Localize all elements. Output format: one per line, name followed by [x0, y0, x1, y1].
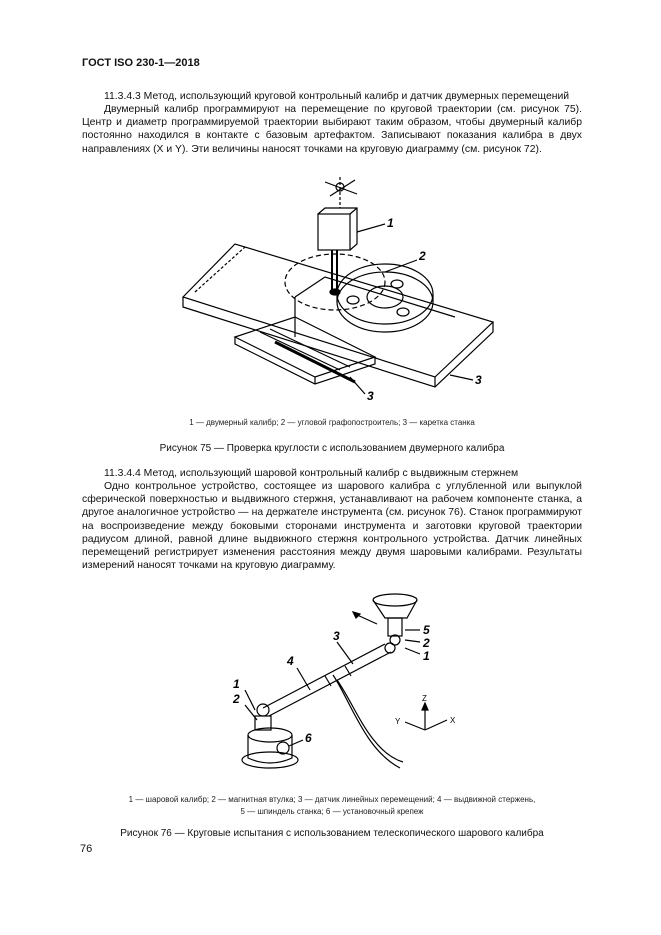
- page-number: 76: [80, 843, 93, 855]
- figure-75-title: Рисунок 75 — Проверка круглости с использованием двумерного калибра: [159, 443, 505, 454]
- figure-75-drawing: [175, 172, 515, 407]
- fig76-label-5: 5: [423, 623, 430, 637]
- figure-76-legend-line1: 1 — шаровой калибр; 2 — магнитная втулка; 3 — датчик линейных перемещений; 4 — выдвижной стержень,: [128, 795, 536, 804]
- fig76-label-6: 6: [305, 731, 312, 745]
- fig76-label-3: 3: [333, 629, 340, 643]
- section-2-body: Одно контрольное устройство, состоящее из шарового калибра с углубленной или выпуклой сферической поверхностью и выдвижного стержня, устанавливают на рабочем компоненте станка, а другое аналогичное устройство — на держателе инструмента (см. рисунок 76). Станок программируют на воспроизведение между боковыми сторонами инструмента и заготовки круговой траектории радиусом длиной, равной длине выдвижного стержня контрольного устройства. Датчик линейных перемещений регистрирует изменения расстояния между двумя шаровыми калибрами. Результаты измерений наносят точками на круговую диаграмму.: [82, 481, 582, 572]
- section-1-heading: 11.3.4.3 Метод, использующий круговой контрольный калибр и датчик двумерных перемещений: [104, 91, 570, 102]
- fig75-label-3a: 3: [367, 389, 374, 403]
- figure-75-legend: 1 — двумерный калибр; 2 — угловой графопостроитель; 3 — каретка станка: [189, 418, 475, 427]
- fig75-label-2: 2: [419, 249, 426, 263]
- axis-y-label: Y: [395, 717, 401, 726]
- fig75-label-1: 1: [387, 216, 394, 230]
- section-2-heading: 11.3.4.4 Метод, использующий шаровой контрольный калибр с выдвижным стержнем: [104, 468, 519, 479]
- axis-x-label: X: [450, 716, 456, 725]
- figure-76-title: Рисунок 76 — Круговые испытания с использованием телескопического шарового калибра: [120, 828, 544, 839]
- fig75-label-3b: 3: [475, 373, 482, 387]
- figure-76-legend-line2: 5 — шпиндель станка; 6 — установочный крепеж: [240, 807, 424, 816]
- fig76-label-1-base: 1: [233, 677, 240, 691]
- axis-z-label: Z: [422, 694, 427, 703]
- fig76-label-2-base: 2: [233, 692, 240, 706]
- document-header: ГОСТ ISO 230-1—2018: [82, 57, 200, 69]
- figure-76-drawing: [225, 590, 485, 785]
- fig76-label-4: 4: [287, 654, 294, 668]
- fig76-label-1-top: 1: [423, 649, 430, 663]
- fig76-label-2-top: 2: [423, 636, 430, 650]
- section-1-body: Двумерный калибр программируют на перемещение по круговой траектории (см. рисунок 75). Центр и диаметр программируемой траектории выбирают таким образом, чтобы двумерный калибр постоянно находился в контакте с базовым артефактом. Записывают показания калибра в двух направлениях (X и Y). Эти величины наносят точками на круговую диаграмму (см. рисунок 72).: [82, 104, 582, 155]
